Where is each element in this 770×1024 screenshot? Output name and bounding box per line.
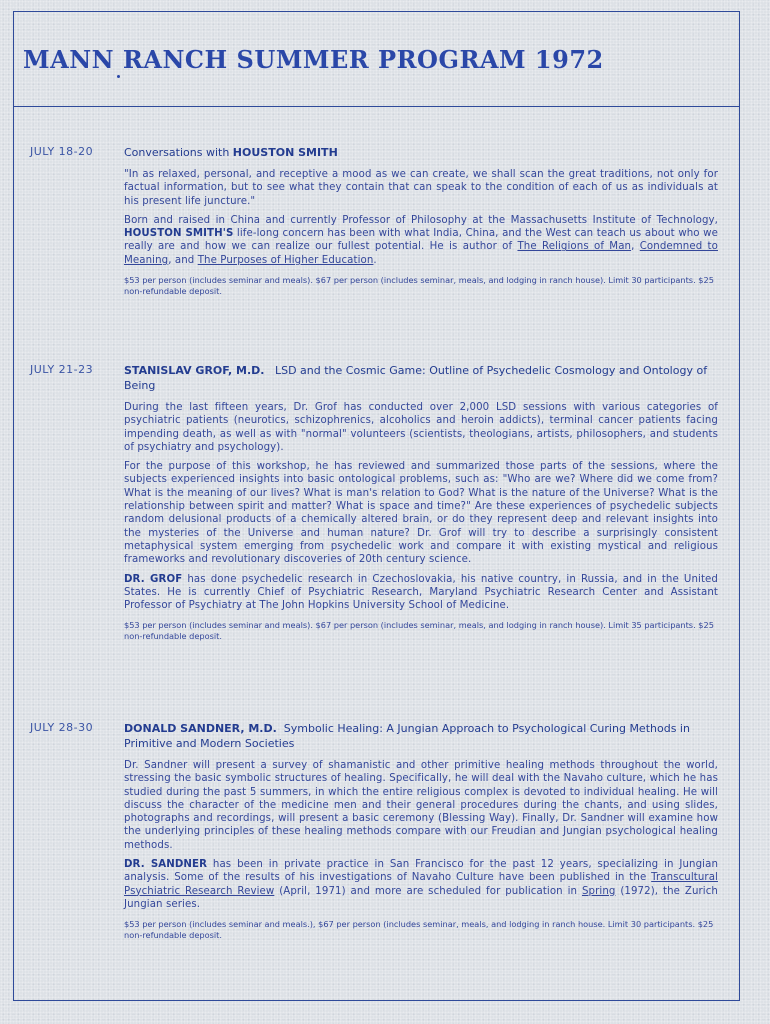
session-heading: [124, 721, 718, 751]
title-band: [13, 11, 740, 107]
session-content: [124, 145, 718, 296]
session-date: JULY 21-23: [30, 363, 94, 376]
session-description: Dr. Sandner will present a survey of shamanistic and other primitive healing methods throughout the world, stressing the basic symbolic structures of healing. Specifically, he will deal with the Navaho culture, which he has studied during the past 5 summers, in which the entire religious complex is devoted to individual healing. He will discuss the character of the medicine men and their general procedures during the chants, and using slides, photographs and recordings, will present a basic ceremony (Blessing Way). Finally, Dr. Sandner will examine how the underlying principles of these healing methods compare with our Freudian and Jungian psychological healing methods.: [124, 760, 718, 851]
session-heading: [124, 363, 718, 393]
book-title: The Religions of Man: [517, 241, 632, 253]
speaker-name: DONALD SANDNER, M.D.: [124, 722, 277, 735]
session-description: For the purpose of this workshop, he has reviewed and summarized those parts of the sessions, where the subjects experienced insights into basic ontological problems, such as: "Who are we? Where did we come from? What is the meaning of our lives? What is man's relation to God? What is the nature of the Universe? What is the relationship between spirit and matter? What is space and time?" Are these experiences of psychedelic subjects random delusional products of a chemically altered brain, or do they represent deep and relevant insights into the mysteries of the Universe and human nature? Dr. Grof will try to describe a surprisingly consistent metaphysical system emerging from psychedelic work and compare it with existing mystical and religious frameworks and revolutionary discoveries of 20th century science.: [124, 461, 718, 566]
journal-title: Transcultural Psychiatric Research Review: [124, 872, 718, 897]
speaker-name-bio: DR. SANDNER: [124, 859, 208, 871]
speaker-name-bio: HOUSTON SMITH'S: [124, 228, 234, 240]
speaker-name: STANISLAV GROF, M.D.: [124, 364, 265, 377]
speaker-bio: DR. SANDNER has been in private practice in San Francisco for the past 12 years, specializing in Jungian analysis. Some of the results of his investigations of Navaho Culture have been published in the Transcultural Psychiatric Research Review (April, 1971) and more are scheduled for publication in Spring (1972), the Zurich Jungian series.: [124, 859, 719, 910]
program-title: MANN RANCH SUMMER PROGRAM 1972: [23, 45, 604, 74]
decorative-dot: [117, 75, 120, 78]
session-description: During the last fifteen years, Dr. Grof has conducted over 2,000 LSD sessions with various categories of psychiatric patients (neurotics, schizophrenics, alcoholics and heroin addicts), terminal cancer patients facing impending death, as well as with "normal" volunteers (scientists, theologians, artists, philosophers, and students of psychiatry and psychology).: [124, 402, 718, 453]
session-content: [124, 363, 718, 641]
fees-note: $53 per person (includes seminar and meals.), $67 per person (includes seminar, meals, and lodging in ranch house. Limit 30 participants. $25 non-refundable deposit.: [124, 919, 714, 940]
fees-note: $53 per person (includes seminar and meals). $67 per person (includes seminar, meals, and lodging in ranch house). Limit 30 participants. $25 non-refundable deposit.: [124, 275, 714, 296]
book-title: The Purposes of Higher Education: [197, 254, 374, 266]
book-title: Condemned to Meaning: [124, 241, 718, 266]
speaker-name-bio: DR. GROF: [124, 573, 183, 585]
session-title: Symbolic Healing: A Jungian Approach to Psychological Curing Methods in Primitive and Modern Societies: [124, 722, 690, 750]
fees-note: $53 per person (includes seminar and meals). $67 per person (includes seminar, meals, and lodging in ranch house). Limit 35 participants. $25 non-refundable deposit.: [124, 620, 714, 641]
session-heading: Conversations with HOUSTON SMITH: [124, 146, 338, 159]
speaker-name: HOUSTON SMITH: [232, 146, 338, 159]
session-quote: "In as relaxed, personal, and receptive a mood as we can create, we shall scan the great traditions, not only for factual information, but to see what they contain that can speak to the condition of each of us as individuals at his present life juncture.": [124, 169, 718, 207]
session-date: JULY 18-20: [30, 145, 94, 158]
session-date: JULY 28-30: [30, 721, 94, 734]
session-content: [124, 721, 718, 940]
session-title: LSD and the Cosmic Game: Outline of Psychedelic Cosmology and Ontology of Being: [124, 364, 708, 392]
speaker-bio: DR. GROF has done psychedelic research in Czechoslovakia, his native country, in Russia, and in the United States. He is currently Chief of Psychiatric Research, Maryland Psychiatric Research Center and Assistant Professor of Psychiatry at The John Hopkins University School of Medicine.: [124, 573, 718, 612]
journal-title: Spring: [581, 885, 616, 897]
speaker-bio: Born and raised in China and currently Professor of Philosophy at the Massachusetts Institute of Technology, HOUSTON SMITH'S life-long concern has been with what India, China, and the West can teach us about who we really are and how we can realize our fullest potential. He is author of The Religions of Man, Condemned to Meaning, and The Purposes of Higher Education.: [124, 214, 718, 266]
